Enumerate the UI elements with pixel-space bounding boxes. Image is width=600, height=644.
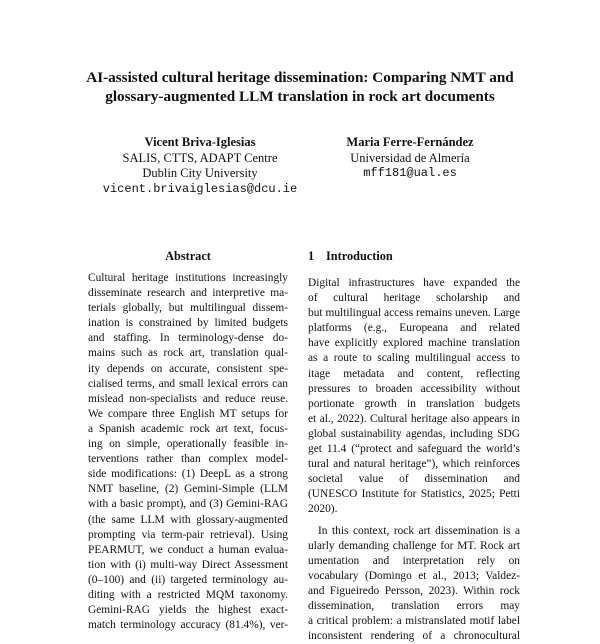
abstract-line: Cultural heritage institutions increasingly bbox=[88, 272, 288, 284]
author-name: Vicent Briva-Iglesias bbox=[144, 135, 256, 149]
author-email: vicent.brivaiglesias@dcu.ie bbox=[102, 181, 298, 196]
abstract-line: terventions rather than complex model- bbox=[88, 453, 288, 466]
abstract-line: tion with (i) multi-way Direct Assessment bbox=[88, 558, 288, 571]
paragraph-line: get 11.4 (“protect and safeguard the world’s bbox=[308, 443, 520, 456]
paragraph-line: umentation and interpretation rely on bbox=[308, 554, 520, 567]
title-line: glossary-augmented LLM translation in rock art documents bbox=[105, 88, 495, 105]
abstract-line: mains such as rock art, translation qual- bbox=[88, 347, 288, 360]
abstract-line: terials globally, but multilingual dissem- bbox=[88, 302, 288, 315]
paragraph-line: 2020). bbox=[308, 503, 338, 516]
paragraph-line: as a route to scaling multilingual access to bbox=[308, 352, 520, 365]
abstract-body bbox=[88, 271, 288, 633]
paragraph-line: but multilingual access remains uneven. Large bbox=[308, 307, 520, 320]
abstract-line: PEARMUT, we conduct a human evalua- bbox=[88, 543, 288, 556]
abstract-line: mislead non-specialists and reduce reuse. bbox=[88, 392, 288, 405]
section-number: 1 bbox=[308, 249, 315, 263]
paragraph-line: a critical problem: a mistranslated motif label bbox=[308, 615, 520, 628]
paragraph-line: ularly demanding challenge for MT. Rock art bbox=[308, 539, 520, 552]
paragraph-line: tural and natural heritage”), which reinforces bbox=[308, 458, 520, 471]
introduction-heading bbox=[308, 249, 393, 264]
author-affiliation: SALIS, CTTS, ADAPT Centre bbox=[122, 150, 278, 165]
paragraph-line: inconsistent rendering of a chronocultural bbox=[308, 630, 520, 643]
paragraph-line: of cultural heritage scholarship and bbox=[308, 292, 520, 305]
paper-title bbox=[60, 68, 540, 106]
abstract-line: match terminology accuracy (81.4%), ver- bbox=[88, 619, 288, 632]
abstract-line: disseminate research and interpretive ma- bbox=[88, 287, 288, 300]
paragraph-line: et al., 2022). Cultural heritage also appears in bbox=[308, 412, 520, 425]
author-block-1 bbox=[95, 135, 305, 197]
abstract-line: Gemini-RAG yields the highest exact- bbox=[88, 604, 288, 617]
paragraph-line: dissemination, translation errors may bbox=[308, 599, 520, 612]
abstract-line: ing on simple, operationally feasible in- bbox=[88, 438, 288, 451]
author-name: Maria Ferre-Fernández bbox=[346, 135, 474, 149]
section-title: Introduction bbox=[326, 249, 393, 263]
abstract-line: ination is constrained by limited budgets bbox=[88, 317, 288, 330]
abstract-line: We compare three English MT setups for bbox=[88, 407, 288, 420]
paragraph-line: and Figueiredo Persson, 2023). Within rock bbox=[308, 584, 520, 597]
author-block-2 bbox=[320, 135, 500, 182]
paragraph-line: platforms (e.g., Europeana and related bbox=[308, 322, 520, 335]
abstract-line: ity depends on accurate, consistent spe- bbox=[88, 362, 288, 375]
title-line: AI-assisted cultural heritage dissemination: Comparing NMT and bbox=[86, 69, 514, 86]
abstract-line: (the same LLM with glossary-augmented bbox=[88, 513, 288, 526]
paragraph-line: global sustainability agendas, including SDG bbox=[308, 427, 520, 440]
paragraph-line: (UNESCO Institute for Statistics, 2025; Petti bbox=[308, 488, 520, 501]
abstract-line: and staffing. In terminology-dense do- bbox=[88, 332, 288, 345]
abstract-line: diting with a restricted MQM taxonomy. bbox=[88, 588, 288, 601]
abstract-line: cialised terms, and small lexical errors can bbox=[88, 377, 288, 390]
abstract-line: with a basic prompt), and (3) Gemini-RAG bbox=[88, 498, 288, 511]
paragraph-line: societal value of dissemination and bbox=[308, 473, 520, 486]
paragraph-line: pressures to broaden accessibility without bbox=[308, 382, 520, 395]
abstract-line: a Spanish academic rock art text, focus- bbox=[88, 422, 288, 435]
paragraph-line: have explicitly explored machine translation bbox=[308, 337, 520, 350]
author-affiliation: Universidad de Almería bbox=[350, 150, 470, 165]
introduction-body bbox=[308, 276, 520, 644]
abstract-line: NMT baseline, (2) Gemini-Simple (LLM bbox=[88, 483, 288, 496]
author-affiliation: Dublin City University bbox=[142, 166, 258, 180]
abstract-line: prompting via term-pair retrieval). Using bbox=[88, 528, 288, 541]
abstract-line: (0–100) and (ii) targeted terminology au- bbox=[88, 573, 288, 586]
abstract-line: side modifications: (1) DeepL as a strong bbox=[88, 468, 288, 481]
paragraph-line: itage metadata and content, reflecting bbox=[308, 367, 520, 380]
paragraph-line: Digital infrastructures have expanded the bbox=[308, 277, 520, 289]
abstract-heading: Abstract bbox=[165, 249, 211, 263]
paragraph-line: vocabulary (Domingo et al., 2013; Valdez- bbox=[308, 569, 520, 582]
author-email: mff181@ual.es bbox=[363, 166, 457, 180]
paragraph-line: In this context, rock art dissemination is a bbox=[318, 524, 520, 537]
paragraph-line: portionate growth in translation budgets bbox=[308, 397, 520, 410]
